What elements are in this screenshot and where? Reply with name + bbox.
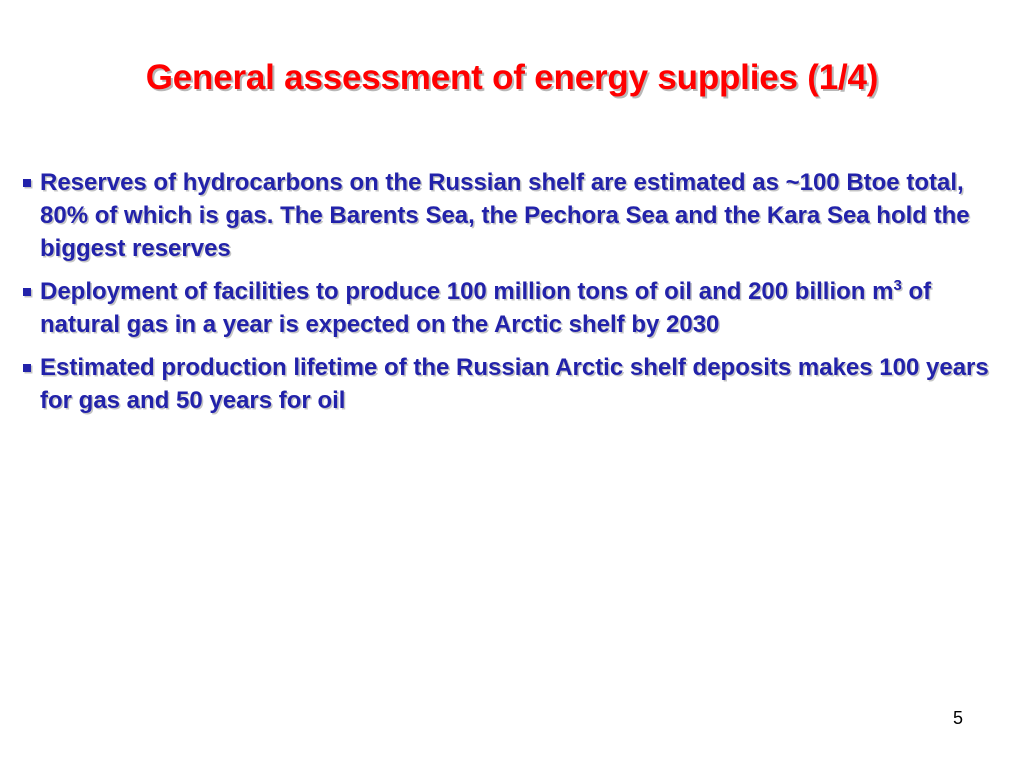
bullet-text: Reserves of hydrocarbons on the Russian shelf are estimated as ~100 Btoe total, 80% of which is gas. The Barents Sea, the Pechora Sea and the Kara Sea hold the biggest reserves [40, 169, 970, 262]
slide-title: General assessment of energy supplies (1/4) [145, 58, 879, 97]
bullet-text-part-2: of natural gas in a year is expected on the Arctic shelf by 2030 [40, 278, 932, 338]
bullet-item-reserves [20, 166, 1000, 265]
page-number: 5 [952, 708, 963, 728]
bullet-item-deployment [20, 275, 1000, 341]
bullet-list [20, 166, 1000, 427]
square-bullet-icon [23, 364, 31, 372]
bullet-text: Estimated production lifetime of the Russian Arctic shelf deposits makes 100 years for gas and 50 years for oil [40, 354, 989, 414]
square-bullet-icon [23, 288, 31, 296]
bullet-text-part-1: Deployment of facilities to produce 100 million tons of oil and 200 billion m [40, 278, 894, 305]
bullet-item-lifetime [20, 351, 1000, 417]
superscript-exponent: 3 [893, 277, 902, 294]
square-bullet-icon [23, 179, 31, 187]
